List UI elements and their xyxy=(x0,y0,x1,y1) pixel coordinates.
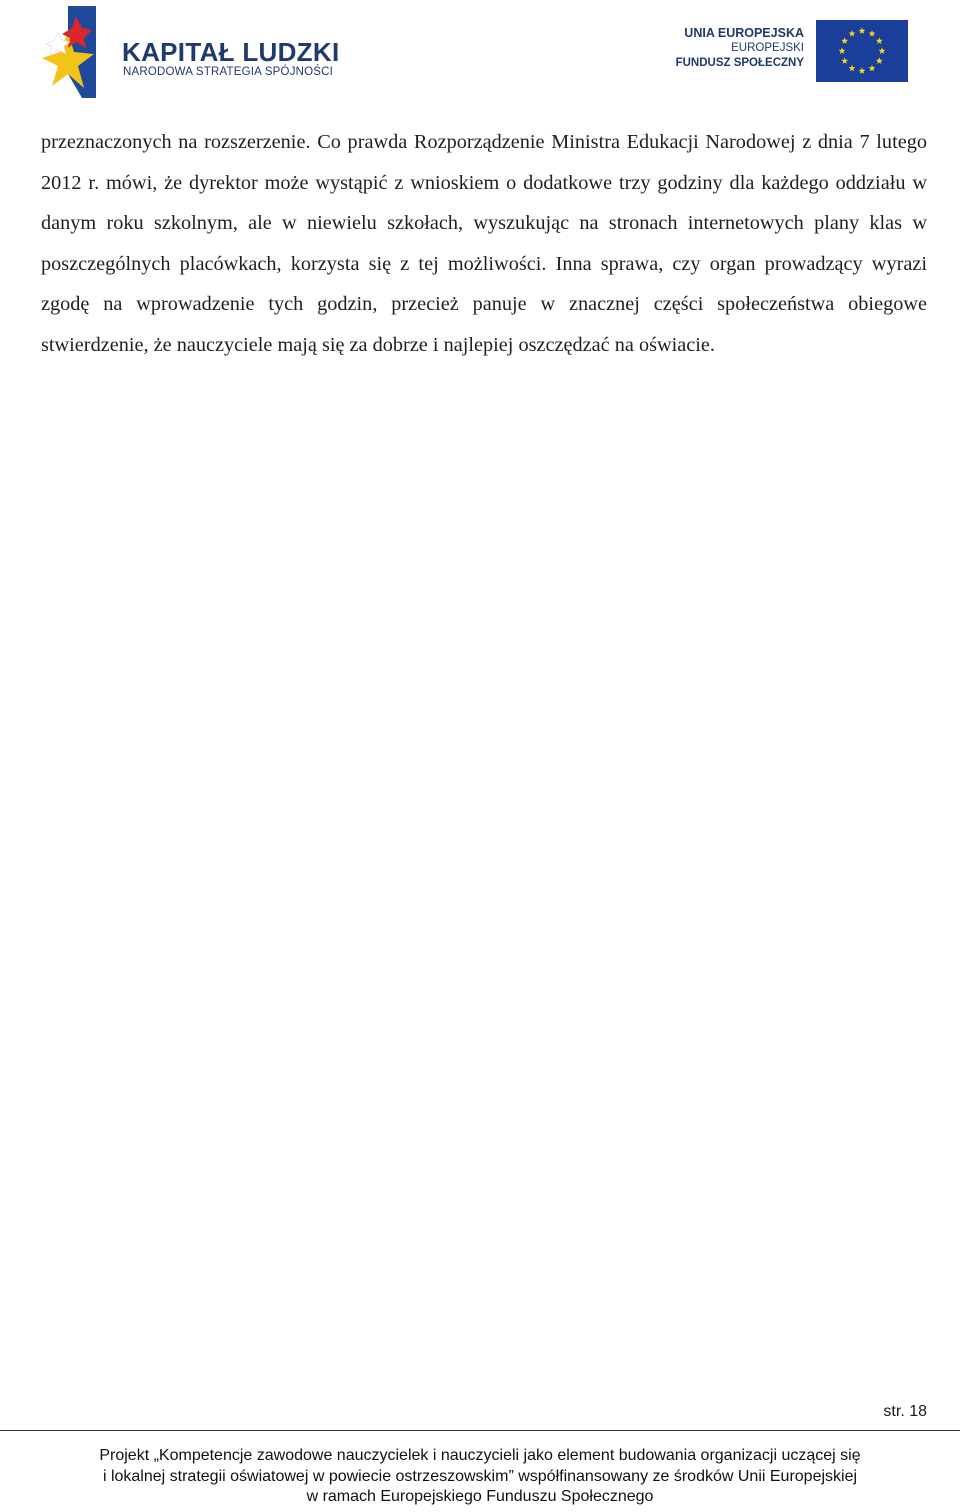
kapital-ludzki-title: KAPITAŁ LUDZKI xyxy=(122,37,340,67)
eu-star-icon xyxy=(849,65,856,72)
eu-logo-line3: FUNDUSZ SPOŁECZNY xyxy=(675,57,804,69)
footer-line1: Projekt „Kompetencje zawodowe nauczycielek i nauczycieli jako element budowania organizacji uczącej się xyxy=(99,1447,861,1464)
page-footer xyxy=(0,1446,960,1508)
kapital-ludzki-star-emblem-icon xyxy=(38,4,120,100)
eu-star-icon xyxy=(869,30,876,37)
eu-logo xyxy=(676,20,908,84)
kapital-ludzki-subtitle: NARODOWA STRATEGIA SPÓJNOŚCI xyxy=(123,66,334,78)
footer-line3: w ramach Europejskiego Funduszu Społecznego xyxy=(306,1488,654,1505)
body-paragraph: przeznaczonych na rozszerzenie. Co prawda Rozporządzenie Ministra Edukacji Narodowej z dnia 7 lutego 2012 r. mówi, że dyrektor może wystąpić z wnioskiem o dodatkowe trzy godziny dla każdego oddziału w danym roku szkolnym, ale w niewielu szkołach, wyszukując na stronach internetowych plany klas w poszczególnych placówkach, korzysta się z tej możliwości. Inna sprawa, czy organ prowadzący wyrazi zgodę na wprowadzenie tych godzin, przecież panuje w znacznej części społeczeństwa obiegowe stwierdzenie, że nauczyciele mają się za dobrze i najlepiej oszczędzać na oświacie. xyxy=(41,131,927,356)
eu-star-icon xyxy=(869,65,876,72)
eu-star-icon xyxy=(841,57,848,64)
page-header xyxy=(0,0,960,110)
eu-star-icon xyxy=(879,47,886,54)
footer-line2: i lokalnej strategii oświatowej w powiecie ostrzeszowskim” współfinansowany ze środków Unii Europejskiej xyxy=(102,1467,858,1485)
eu-star-icon xyxy=(849,30,856,37)
eu-star-icon xyxy=(859,67,866,74)
eu-star-icon xyxy=(876,57,883,64)
kapital-ludzki-logo xyxy=(38,4,338,100)
eu-flag-icon xyxy=(816,20,908,82)
eu-logo-line1: UNIA EUROPEJSKA xyxy=(684,26,804,40)
footer-divider xyxy=(0,1430,960,1431)
eu-logo-text xyxy=(676,26,804,71)
eu-star-icon xyxy=(876,37,883,44)
eu-star-icon xyxy=(839,47,846,54)
eu-logo-line2: EUROPEJSKI xyxy=(731,42,804,54)
eu-star-icon xyxy=(859,27,866,34)
eu-star-icon xyxy=(841,37,848,44)
page-number: str. 18 xyxy=(883,1403,927,1420)
